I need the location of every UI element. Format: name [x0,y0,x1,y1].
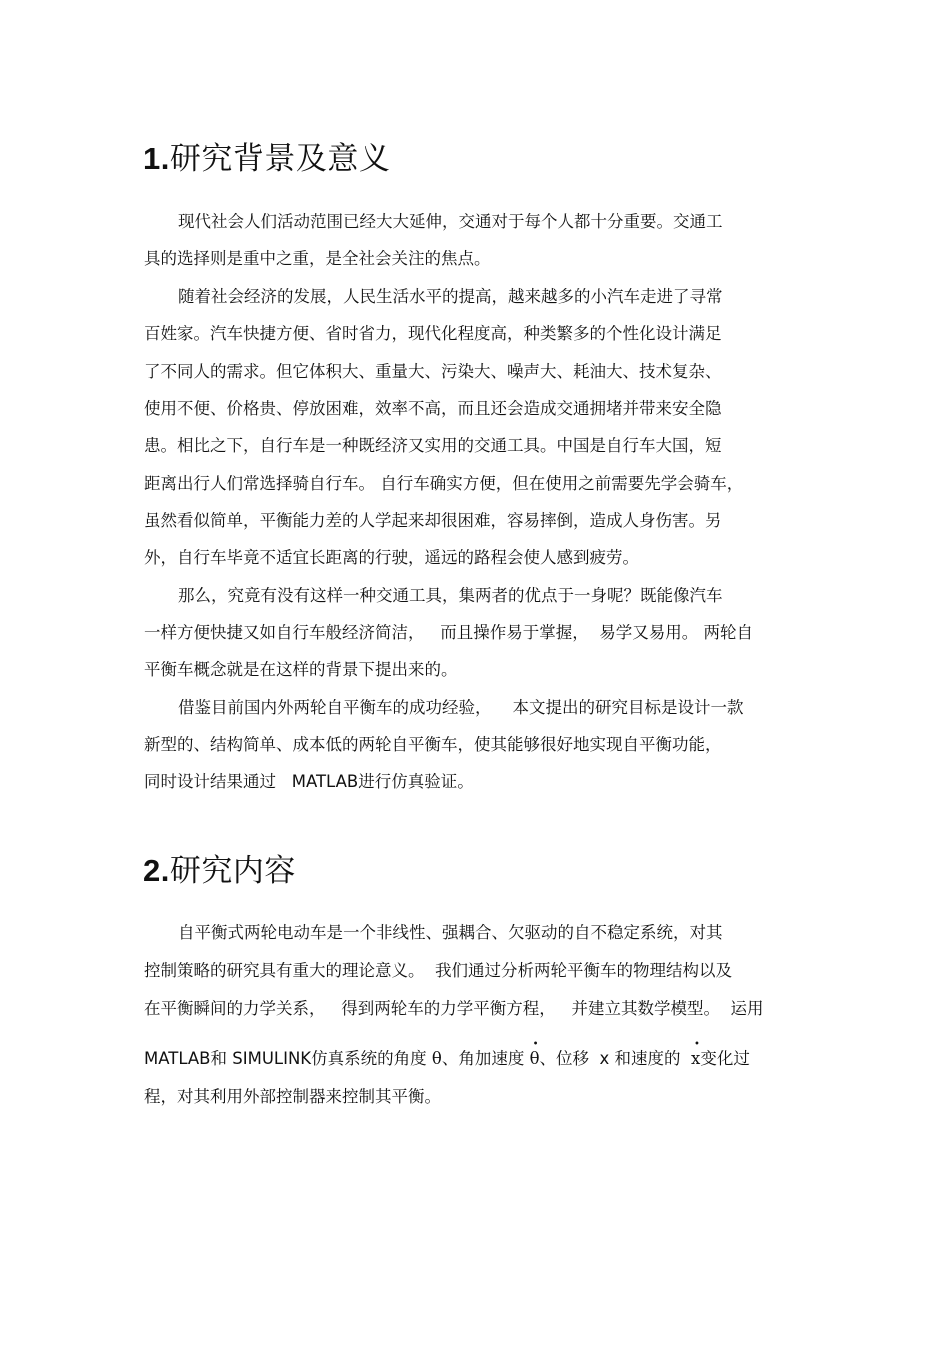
paragraph-line: 平衡车概念就是在这样的背景下提出来的。 [144,660,458,679]
paragraph-line: 距离出行人们常选择骑自行车。 自行车确实方便，但在使用之前需要先学会骑车， [144,474,744,493]
x-glyph: x [691,1049,701,1068]
paragraph-line: 借鉴目前国内外两轮自平衡车的成功经验， 本文提出的研究目标是设计一款 [178,698,744,717]
paragraph-line: 在平衡瞬间的力学关系， 得到两轮车的力学平衡方程， 并建立其数学模型。 运用 [144,999,764,1018]
paragraph-line: 自平衡式两轮电动车是一个非线性、强耦合、欠驱动的自不稳定系统，对其 [178,923,723,942]
theta-symbol: θ [431,1049,442,1068]
paragraph-line: 同时设计结果通过 MATLAB进行仿真验证。 [144,772,474,791]
paragraph-line: 程，对其利用外部控制器来控制其平衡。 [144,1087,441,1106]
formula-text: 、位移 x 和速度的 [539,1049,691,1068]
paragraph-line: 百姓家。汽车快捷方便、省时省力，现代化程度高，种类繁多的个性化设计满足 [144,324,722,343]
paragraph-line: 控制策略的研究具有重大的理论意义。 我们通过分析两轮平衡车的物理结构以及 [144,961,732,980]
section-1-title: 研究背景及意义 [169,141,391,176]
theta-glyph: θ [529,1049,540,1068]
formula-text: 、角加速度 [441,1049,530,1068]
paragraph-line: 使用不便、价格贵、停放困难，效率不高，而且还会造成交通拥堵并带来安全隐 [144,399,722,418]
section-2-number: 2. [143,853,170,888]
derivative-dot: • [532,1039,539,1050]
paragraph-line: 新型的、结构简单、成本低的两轮自平衡车，使其能够很好地实现自平衡功能， [144,735,722,754]
paragraph-line: 患。相比之下，自行车是一种既经济又实用的交通工具。中国是自行车大国，短 [144,436,722,455]
paragraph-line: 了不同人的需求。但它体积大、重量大、污染大、噪声大、耗油大、技术复杂、 [144,362,722,381]
x-dot-symbol [691,1039,701,1068]
paragraph-line: 那么，究竟有没有这样一种交通工具，集两者的优点于一身呢？既能像汽车 [178,586,723,605]
section-2-heading [143,845,296,890]
paragraph-line: 现代社会人们活动范围已经大大延伸，交通对于每个人都十分重要。交通工 [178,212,723,231]
section-1-number: 1. [143,141,170,176]
formula-text: 变化过 [700,1049,750,1068]
derivative-dot: • [694,1039,700,1050]
section-2-title: 研究内容 [169,853,296,888]
formula-text: MATLAB和 SIMULINK仿真系统的角度 [144,1049,432,1068]
paragraph-line: 一样方便快捷又如自行车般经济简洁， 而且操作易于掌握， 易学又易用。 两轮自 [144,623,753,642]
paragraph-line: 外，自行车毕竟不适宜长距离的行驶，遥远的路程会使人感到疲劳。 [144,548,639,567]
paragraph-line: 随着社会经济的发展，人民生活水平的提高，越来越多的小汽车走进了寻常 [178,287,723,306]
theta-dot-symbol [529,1039,540,1068]
formula-line [144,1039,750,1069]
paragraph-line: 虽然看似简单，平衡能力差的人学起来却很困难，容易摔倒，造成人身伤害。另 [144,511,722,530]
section-1-heading [143,133,390,178]
paragraph-line: 具的选择则是重中之重，是全社会关注的焦点。 [144,249,491,268]
